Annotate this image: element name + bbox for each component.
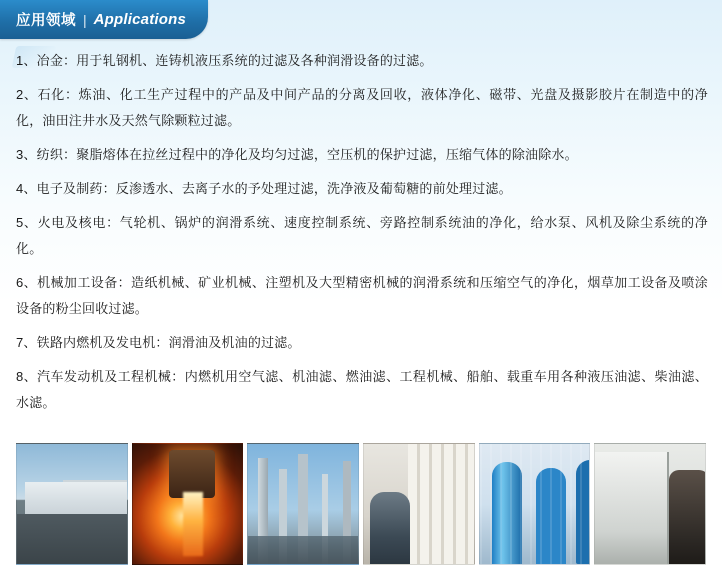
title-separator: | — [83, 11, 87, 28]
application-item-1: 1、冶金：用于轧钢机、连铸机液压系统的过滤及各种润滑设备的过滤。 — [16, 53, 433, 68]
section-header — [0, 0, 208, 39]
application-item-4: 4、电子及制药：反渗透水、去离子水的予处理过滤，洗净液及葡萄糖的前处理过滤。 — [16, 181, 512, 196]
applications-list — [0, 48, 722, 424]
application-item-8: 8、汽车发动机及工程机械：内燃机用空气滤、机油滤、燃油滤、工程机械、船舶、载重车用各种液压油滤、柴油滤、水滤。 — [16, 369, 708, 410]
application-item-3: 3、纺织：聚脂熔体在拉丝过程中的净化及均匀过滤，空压机的保护过滤，压缩气体的除油除水。 — [16, 147, 578, 162]
application-item-6: 6、机械加工设备：造纸机械、矿业机械、注塑机及大型精密机械的润滑系统和压缩空气的净化，烟草加工设备及喷涂设备的粉尘回收过滤。 — [16, 275, 708, 316]
application-item-7: 7、铁路内燃机及发电机：润滑油及机油的过滤。 — [16, 335, 301, 350]
power-plant-photo — [16, 443, 128, 565]
application-item-2: 2、石化：炼油、化工生产过程中的产品及中间产品的分离及回收，液体净化、磁带、光盘及摄影胶片在制造中的净化，油田注井水及天然气除颗粒过滤。 — [16, 87, 708, 128]
photo-gallery — [16, 443, 706, 565]
textile-spools-photo — [363, 443, 475, 565]
application-item-5: 5、火电及核电：气轮机、锅炉的润滑系统、速度控制系统、旁路控制系统油的净化，给水泵、风机及除尘系统的净化。 — [16, 215, 708, 256]
blue-cylinders-photo — [479, 443, 591, 565]
cnc-workshop-photo — [594, 443, 706, 565]
page-title-zh: 应用领域 — [16, 13, 76, 29]
refinery-photo — [247, 443, 359, 565]
page-title-en: Applications — [93, 11, 187, 28]
molten-metal-photo — [132, 443, 244, 565]
